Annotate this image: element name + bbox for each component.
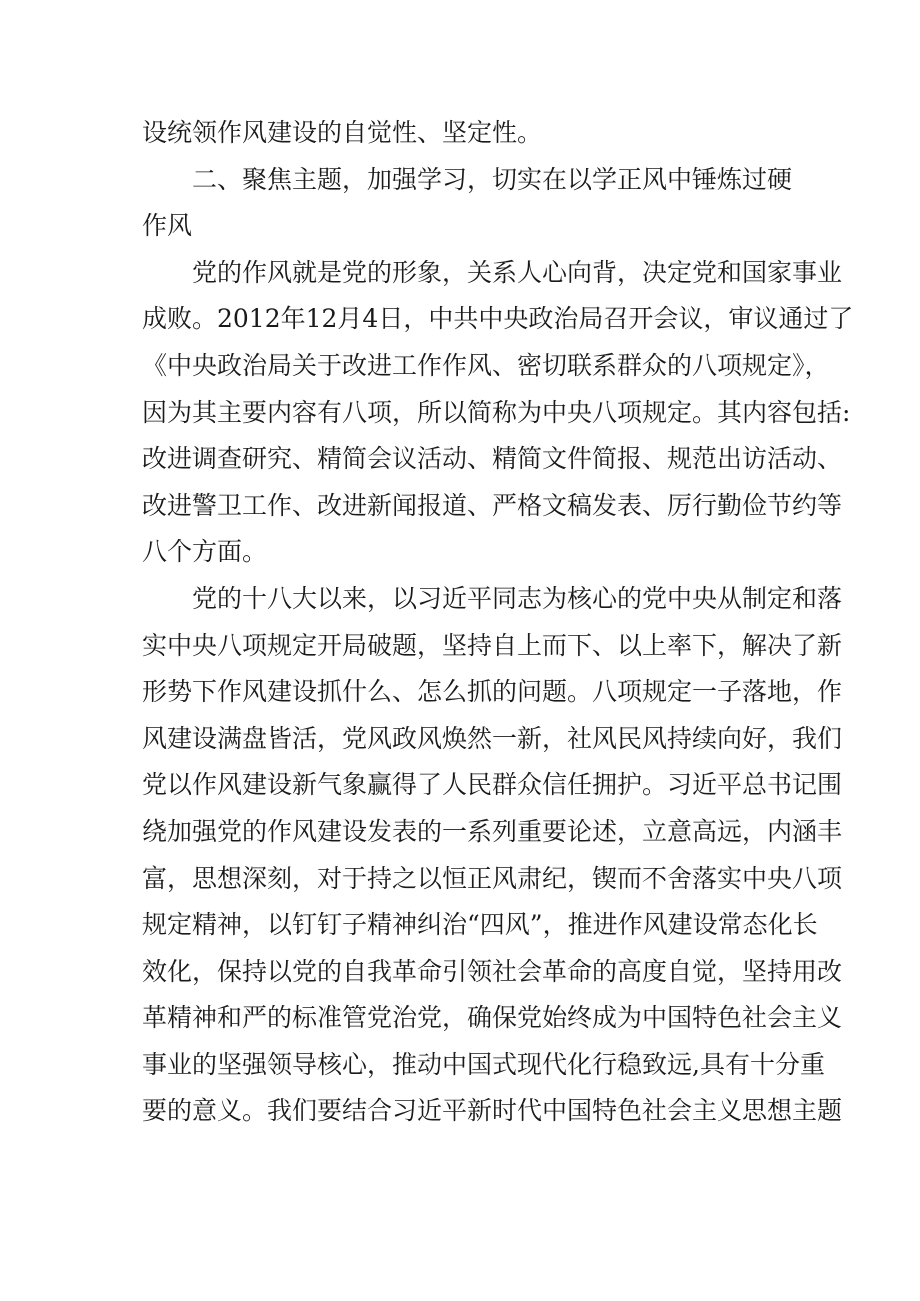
text-line: 实中央八项规定开局破题，坚持自上而下、以上率下，解决了新 [142, 630, 843, 660]
text-line: 八个方面。 [142, 537, 268, 567]
text-line: 富，思想深刻，对于持之以恒正风肃纪，锲而不舍落实中央八项 [142, 863, 843, 893]
section-heading-line: 作风 [142, 211, 193, 241]
text-line: 规定精神，以钉钉子精神纠治“四风”，推进作风建设常态化长 [142, 910, 818, 940]
text-line: 《中央政治局关于改进工作作风、密切联系群众的八项规定》， [142, 350, 830, 380]
text-line: 设统领作风建设的自觉性、坚定性。 [142, 118, 543, 147]
text-line: 党的十八大以来，以习近平同志为核心的党中央从制定和落 [192, 583, 843, 613]
text-line: 要的意义。我们要结合习近平新时代中国特色社会主义思想主题 [142, 1096, 843, 1126]
text-line: 因为其主要内容有八项，所以简称为中央八项规定。其内容包括: [142, 397, 851, 427]
text-line: 风建设满盘皆活，党风政风焕然一新，社风民风持续向好，我们 [142, 723, 843, 753]
text-line: 成败。2012年12月4日，中共中央政治局召开会议，审议通过了 [142, 304, 854, 334]
text-line: 绕加强党的作风建设发表的一系列重要论述，立意高远，内涵丰 [142, 816, 843, 846]
text-line: 形势下作风建设抓什么、怎么抓的问题。八项规定一子落地，作 [142, 677, 843, 707]
text-line: 改进调查研究、精简会议活动、精简文件简报、规范出访活动、 [142, 444, 843, 474]
text-line: 事业的坚强领导核心，推动中国式现代化行稳致远,具有十分重 [142, 1049, 825, 1079]
text-line: 党以作风建设新气象赢得了人民群众信任拥护。习近平总书记围 [142, 770, 843, 800]
text-line: 效化，保持以党的自我革命引领社会革命的高度自觉，坚持用改 [142, 956, 843, 986]
section-heading-line: 二、聚焦主题，加强学习，切实在以学正风中锤炼过硬 [192, 164, 793, 194]
text-line: 改进警卫工作、改进新闻报道、严格文稿发表、厉行勤俭节约等 [142, 490, 843, 520]
text-line: 革精神和严的标准管党治党，确保党始终成为中国特色社会主义 [142, 1003, 843, 1033]
document-body [142, 110, 854, 1135]
text-line: 党的作风就是党的形象，关系人心向背，决定党和国家事业 [192, 257, 843, 287]
